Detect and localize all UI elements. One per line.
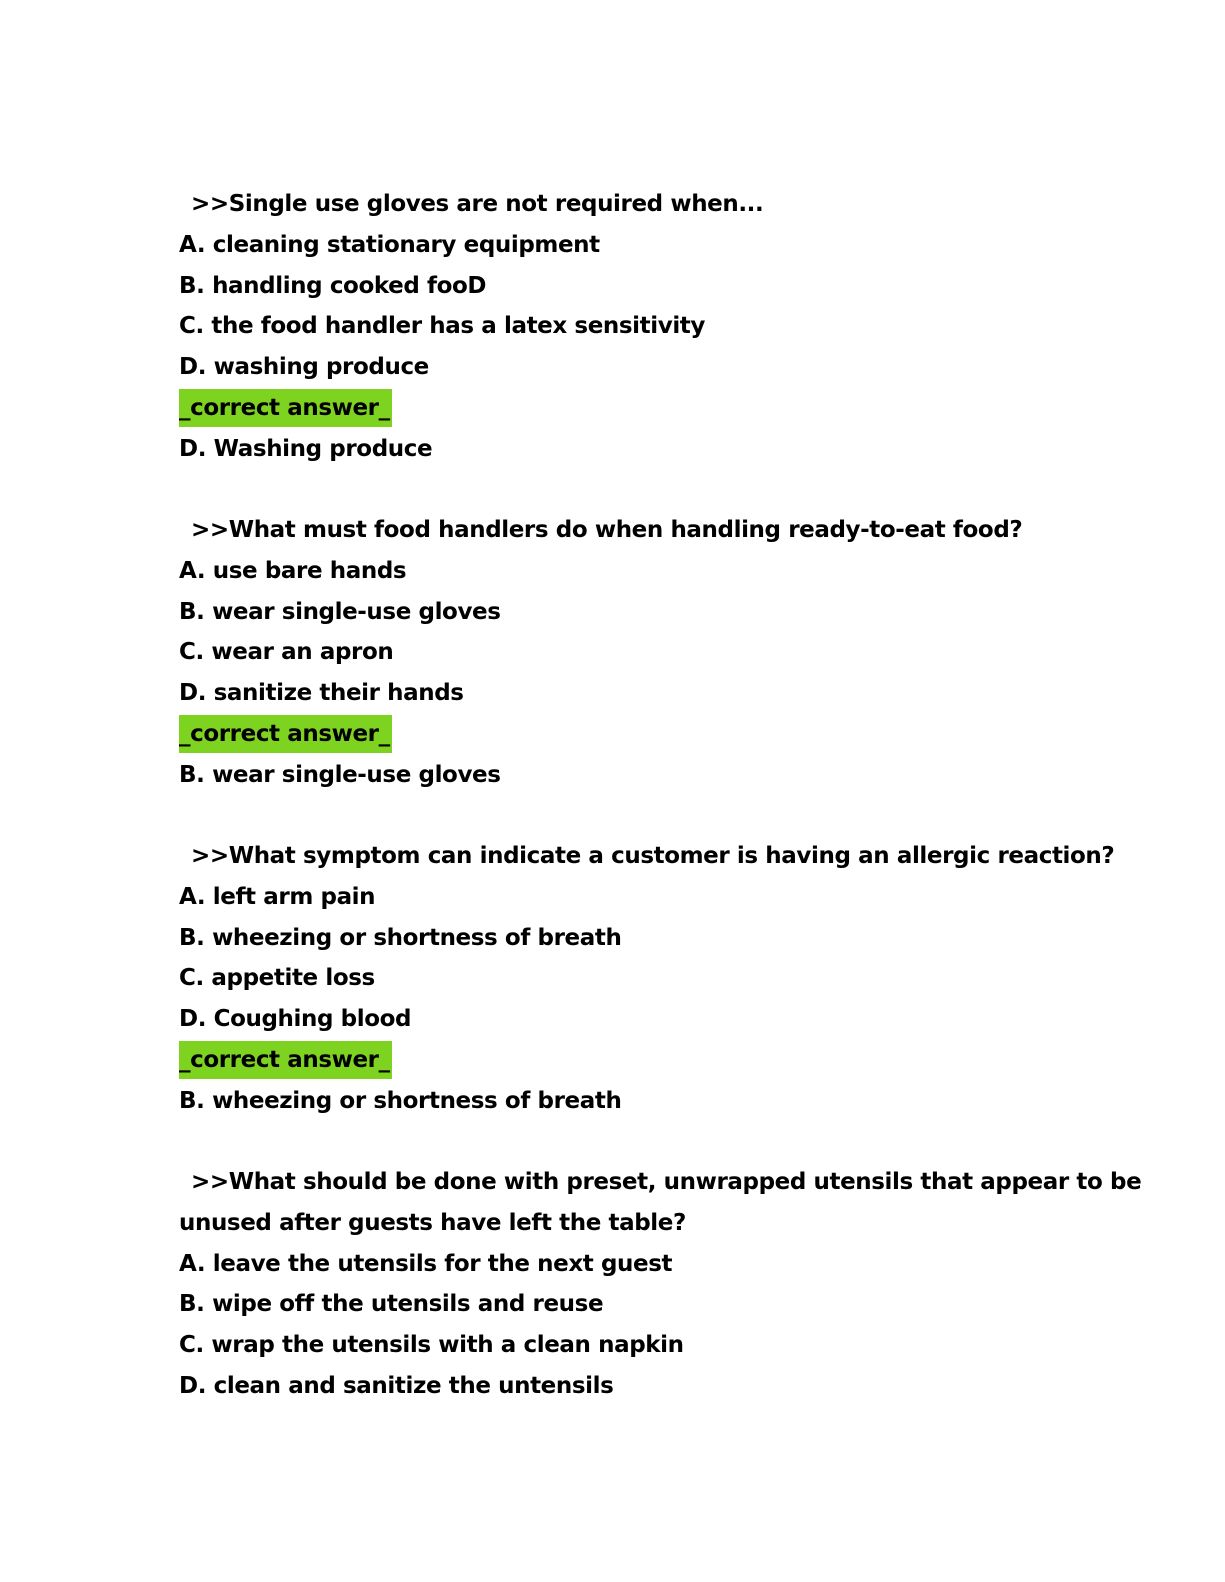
- question-text: >>What must food handlers do when handling ready-to-eat food?: [191, 517, 1023, 543]
- correct-answer: D. Washing produce: [179, 435, 433, 462]
- option-a: A. use bare hands: [179, 557, 407, 584]
- option-b: B. wear single-use gloves: [179, 598, 501, 625]
- option-c: C. the food handler has a latex sensitivity: [179, 313, 705, 340]
- option-d: D. sanitize their hands: [179, 680, 464, 707]
- option-b: B. wipe off the utensils and reuse: [179, 1291, 604, 1318]
- option-c: C. appetite loss: [179, 965, 375, 992]
- option-a: A. leave the utensils for the next guest: [179, 1250, 673, 1277]
- correct-answer-label: _correct answer_: [179, 1041, 392, 1079]
- question-block-3: [179, 836, 1115, 1122]
- answer-label-row: [179, 1040, 1059, 1081]
- option-c: C. wrap the utensils with a clean napkin: [179, 1332, 684, 1359]
- correct-answer-label: _correct answer_: [179, 389, 392, 427]
- option-d: D. clean and sanitize the untensils: [179, 1372, 614, 1399]
- question-block-2: [179, 510, 1059, 796]
- question-text: >>Single use gloves are not required when...: [191, 191, 764, 217]
- question-block-1: [179, 184, 1059, 470]
- correct-answer: B. wheezing or shortness of breath: [179, 1087, 622, 1114]
- correct-answer: B. wear single-use gloves: [179, 761, 501, 788]
- answer-label-row: [179, 714, 1059, 755]
- answer-label-row: [179, 388, 1059, 429]
- question-text-line-2: unused after guests have left the table?: [179, 1209, 686, 1236]
- option-d: D. Coughing blood: [179, 1006, 412, 1033]
- option-a: A. cleaning stationary equipment: [179, 231, 600, 258]
- option-d: D. washing produce: [179, 354, 429, 381]
- option-b: B. wheezing or shortness of breath: [179, 924, 622, 951]
- correct-answer-label: _correct answer_: [179, 715, 392, 753]
- question-text-line-1: >>What should be done with preset, unwrapped utensils that appear to be: [191, 1169, 1142, 1195]
- question-block-4: [179, 1162, 1142, 1407]
- question-text: >>What symptom can indicate a customer is having an allergic reaction?: [191, 843, 1115, 869]
- option-b: B. handling cooked fooD: [179, 272, 487, 299]
- option-c: C. wear an apron: [179, 639, 394, 666]
- option-a: A. left arm pain: [179, 883, 376, 910]
